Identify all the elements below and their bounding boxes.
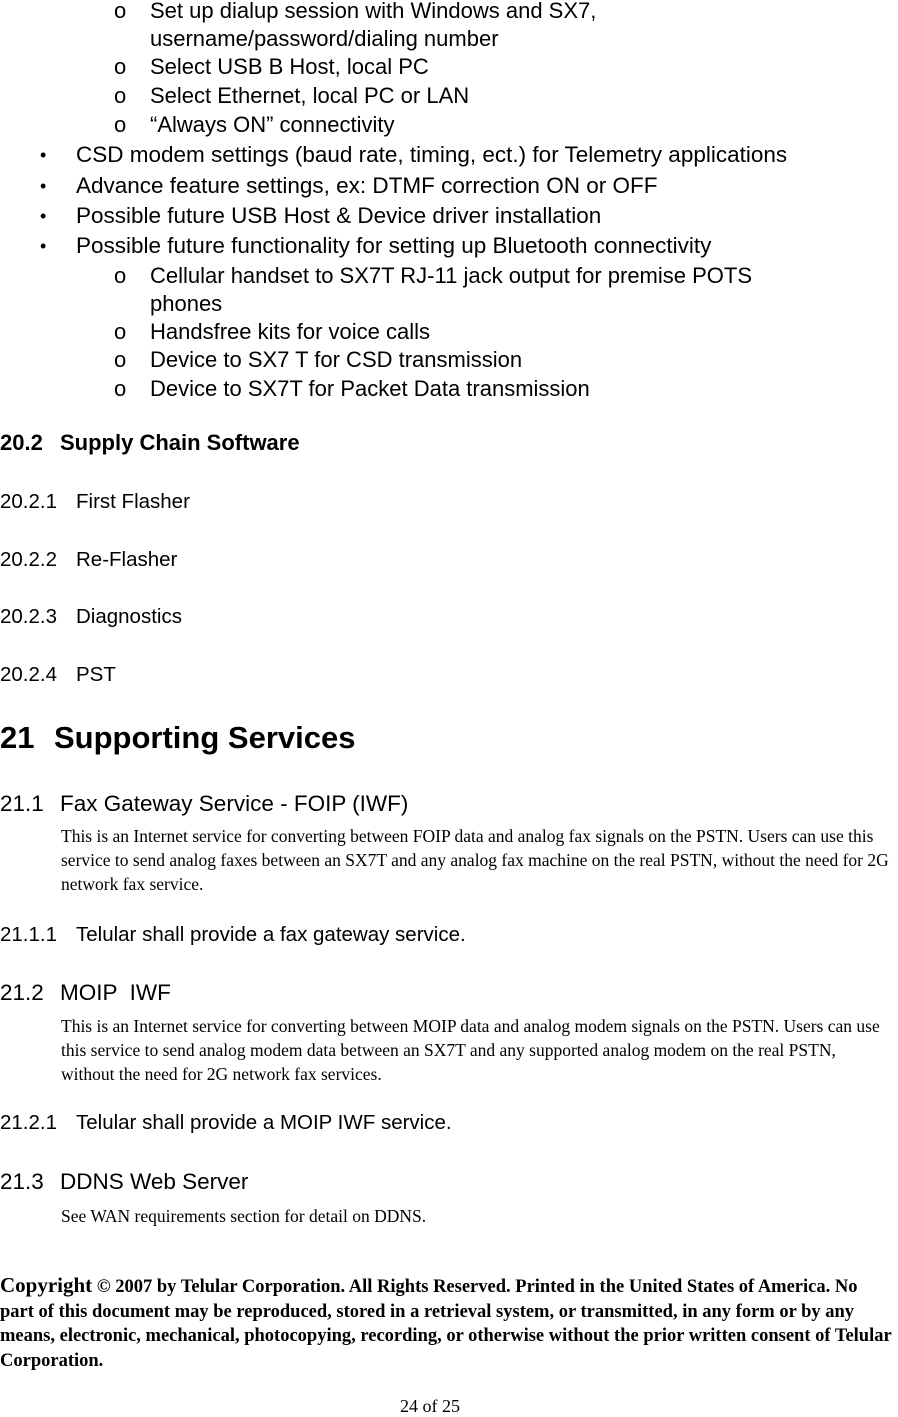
bullet-marker: • [40,145,47,165]
requirement-heading [0,923,466,947]
subsection-heading [0,548,178,572]
copyright-word: Copyright [0,1273,93,1297]
section-body: See WAN requirements section for detail on DDNS. [61,1206,427,1226]
list-item-text: Advance feature settings, ex: DTMF correction ON or OFF [76,173,658,198]
list-item-text: Device to SX7T for Packet Data transmission [150,376,590,401]
section-number: 21.1 [0,791,44,816]
sub-bullet-marker: o [114,263,127,288]
section-number: 21.3 [0,1169,44,1194]
section-number: 20.2 [0,430,43,455]
section-title: DDNS Web Server [60,1169,249,1194]
section-number: 21.2 [0,980,44,1005]
list-item-text: Set up dialup session with Windows and SX7, [150,0,597,23]
list-item-text: Select USB B Host, local PC [150,54,429,79]
section-title: Supply Chain Software [60,430,300,455]
list-item-text: Select Ethernet, local PC or LAN [150,83,470,108]
list-item-text: phones [150,291,223,316]
section-heading-21-2 [0,980,171,1006]
copyright-text: 2007 by Telular Corporation. All Rights Reserved. Printed in the United States of America. No part of this document may be reproduced, stored in a retrieval system, or transmitted, in any form or by any means, electronic, mechanical, photocopying, recording, or otherwise without the prior written consent of Telular Corporation. [0,1277,892,1371]
bullet-marker: • [40,176,47,196]
subsection-number: 20.2.4 [0,663,57,686]
requirement-text: Telular shall provide a fax gateway service. [76,923,466,946]
list-item-text: Possible future functionality for setting up Bluetooth connectivity [76,233,712,258]
copyright-notice [0,1273,894,1373]
list-item-text: username/password/dialing number [150,26,499,51]
requirement-text: Telular shall provide a MOIP IWF service. [76,1111,452,1134]
list-item-text: “Always ON” connectivity [150,112,395,137]
list-item-text: CSD modem settings (baud rate, timing, ect.) for Telemetry applications [76,142,788,167]
subsection-title: First Flasher [76,490,190,513]
sub-bullet-marker: o [114,347,127,372]
subsection-heading [0,605,182,629]
section-heading-21-3 [0,1169,249,1195]
bullet-marker: • [40,206,47,226]
copyright-symbol: © [96,1277,111,1297]
section-title: MOIP IWF [60,980,171,1005]
requirement-number: 21.2.1 [0,1111,57,1134]
page-number: 24 of 25 [400,1396,460,1416]
subsection-title: Re-Flasher [76,548,178,571]
section-title: Fax Gateway Service - FOIP (IWF) [60,791,409,816]
bullet-marker: • [40,236,47,256]
list-item-text: Cellular handset to SX7T RJ-11 jack output for premise POTS [150,263,753,288]
chapter-title: Supporting Services [54,720,356,755]
section-body: This is an Internet service for converting between MOIP data and analog modem signals on the PSTN. Users can use this service to send analog modem data between an SX7T and any supported analog modem on the real PSTN, without the need for 2G network fax services. [61,1016,880,1084]
list-item-text: Possible future USB Host & Device driver installation [76,203,602,228]
sub-bullet-marker: o [114,83,127,108]
requirement-number: 21.1.1 [0,923,57,946]
sub-bullet-marker: o [114,0,127,23]
chapter-number: 21 [0,720,35,755]
subsection-number: 20.2.1 [0,490,57,513]
section-heading-20-2 [0,430,300,456]
sub-bullet-marker: o [114,319,127,344]
requirement-heading [0,1111,452,1135]
subsection-title: PST [76,663,116,686]
list-item-text: Device to SX7 T for CSD transmission [150,347,523,372]
subsection-number: 20.2.2 [0,548,57,571]
section-body: This is an Internet service for converting between FOIP data and analog fax signals on the PSTN. Users can use this service to send analog faxes between an SX7T and any analog fax machine on the real PSTN, without the need for 2G network fax service. [61,826,889,894]
sub-bullet-marker: o [114,376,127,401]
subsection-number: 20.2.3 [0,605,57,628]
list-item-text: Handsfree kits for voice calls [150,319,430,344]
subsection-heading [0,663,116,687]
subsection-title: Diagnostics [76,605,182,628]
subsection-heading [0,490,190,514]
chapter-heading-21 [0,720,356,756]
sub-bullet-marker: o [114,112,127,137]
section-heading-21-1 [0,791,409,817]
sub-bullet-marker: o [114,54,127,79]
